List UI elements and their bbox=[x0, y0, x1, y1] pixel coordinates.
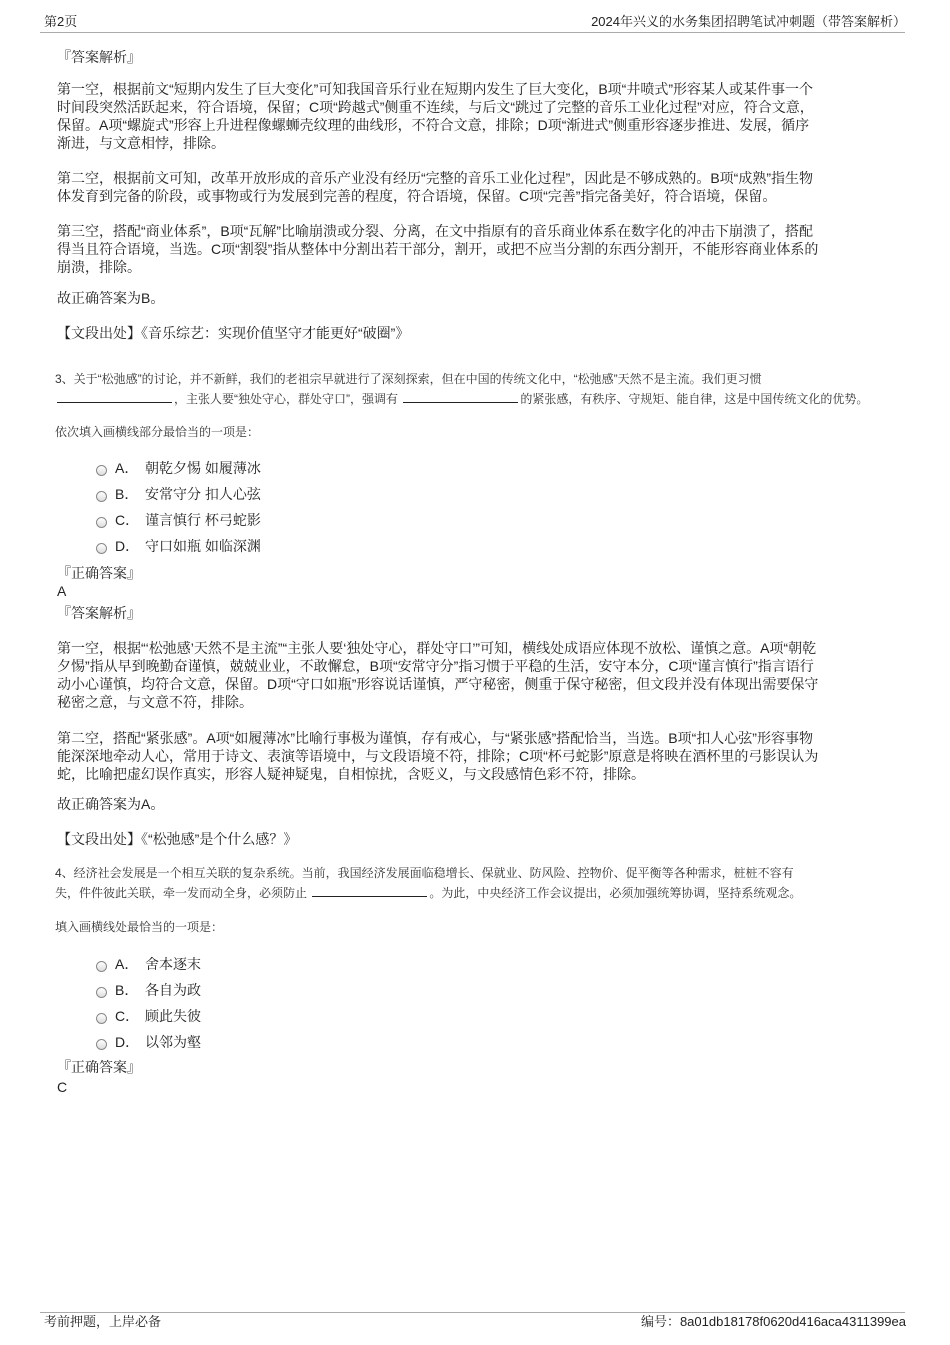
header-divider bbox=[40, 32, 905, 33]
option-b-text: 各自为政 bbox=[145, 982, 201, 998]
correct-answer-label: 『正确答案』 bbox=[57, 1059, 141, 1075]
option-a-letter: A． bbox=[115, 460, 139, 476]
option-b-text: 安常守分 扣人心弦 bbox=[145, 486, 261, 502]
option-a-text: 朝乾夕惕 如履薄冰 bbox=[145, 460, 261, 476]
option-c-radio[interactable] bbox=[96, 517, 107, 528]
question-text-segment: 失，件件彼此关联，牵一发而动全身，必须防止 bbox=[55, 886, 308, 900]
option-b-radio[interactable] bbox=[96, 987, 107, 998]
option-a-radio[interactable] bbox=[96, 465, 107, 476]
analysis-line: 能深深地牵动人心，常用于诗文、表演等语境中，与文段语境不符，排除；C项“杯弓蛇影”原意是将映在酒杯里的弓影误认为 bbox=[57, 748, 819, 764]
option-c-text: 顾此失彼 bbox=[145, 1008, 201, 1024]
analysis-line: 体发育到完备的阶段，或事物或行为发展到完善的程度，符合语境，保留。C项“完善”指完备美好，符合语境，保留。 bbox=[57, 188, 777, 204]
option-a-text: 舍本逐末 bbox=[145, 956, 201, 972]
analysis-line: 第一空，根据前文“短期内发生了巨大变化”可知我国音乐行业在短期内发生了巨大变化，B项“井喷式”形容某人或某件事一个 bbox=[57, 81, 813, 97]
correct-answer-label: 『正确答案』 bbox=[57, 565, 141, 581]
option-c-letter: C． bbox=[115, 512, 140, 528]
question-text-segment: 。为此，中央经济工作会议提出，必须加强统筹协调，坚持系统观念。 bbox=[429, 886, 802, 900]
analysis-line: 夕惕”指从早到晚勤奋谨慎，兢兢业业，不敢懈怠，B项“安常守分”指习惯于平稳的生活，安守本分，C项“谨言慎行”指言语行 bbox=[57, 658, 814, 674]
analysis-line: 渐进，与文意相悖，排除。 bbox=[57, 135, 225, 151]
option-d-letter: D． bbox=[115, 1034, 140, 1050]
analysis-line: 第二空，根据前文可知，改革开放形成的音乐产业没有经历“完整的音乐工业化过程”，因此是不够成熟的。B项“成熟”指生物 bbox=[57, 170, 813, 186]
question-text-segment: ，主张人要“独处守心，群处守口”，强调有 bbox=[174, 392, 398, 406]
question-prompt: 依次填入画横线部分最恰当的一项是： bbox=[55, 425, 260, 439]
analysis-line: 得当且符合语境，当选。C项“割裂”指从整体中分割出若干部分，割开，或把不应当分割的东西分割开，不能形容商业体系的 bbox=[57, 241, 819, 257]
analysis-line: 第一空，根据“‘松弛感’天然不是主流”“主张人要‘独处守心，群处守口’”可知，横线处成语应体现不放松、谨慎之意。A项“朝乾 bbox=[57, 640, 817, 656]
option-a-radio[interactable] bbox=[96, 961, 107, 972]
footer-serial: 编号：8a01db18178f0620d416aca4311399ea bbox=[640, 1314, 906, 1329]
option-d-radio[interactable] bbox=[96, 543, 107, 554]
analysis-line: 秘密之意，与文意不符，排除。 bbox=[57, 694, 253, 710]
footer-slogan: 考前押题，上岸必备 bbox=[44, 1314, 162, 1329]
analysis-line: 蛇，比喻把虚幻误作真实，形容人疑神疑鬼，自相惊扰，含贬义，与文段感情色彩不符，排除。 bbox=[57, 766, 645, 782]
option-b-letter: B． bbox=[115, 982, 139, 998]
option-c-letter: C． bbox=[115, 1008, 140, 1024]
footer-divider bbox=[40, 1312, 905, 1313]
analysis-line: 动小心谨慎，均符合文意，保留。D项“守口如瓶”形容说话谨慎，严守秘密，侧重于保守秘密，但文段并没有体现出需要保守 bbox=[57, 676, 819, 692]
option-d-radio[interactable] bbox=[96, 1039, 107, 1050]
correct-answer: C bbox=[57, 1079, 68, 1095]
analysis-label: 『答案解析』 bbox=[57, 605, 141, 621]
option-d-text: 守口如瓶 如临深渊 bbox=[145, 538, 261, 554]
analysis-label: 『答案解析』 bbox=[57, 49, 141, 65]
question-prompt: 填入画横线处最恰当的一项是： bbox=[55, 920, 224, 934]
option-c-text: 谨言慎行 杯弓蛇影 bbox=[145, 512, 261, 528]
option-a-letter: A． bbox=[115, 956, 139, 972]
analysis-line: 第三空，搭配“商业体系”，B项“瓦解”比喻崩溃或分裂、分离，在文中指原有的音乐商业体系在数字化的冲击下崩溃了，搭配 bbox=[57, 223, 813, 239]
answer-blank bbox=[312, 884, 427, 897]
answer-blank bbox=[57, 390, 172, 403]
analysis-line: 时间段突然活跃起来，符合语境，保留；C项“跨越式”侧重不连续，与后文“跳过了完整的音乐工业化过程”对应，符合文意， bbox=[57, 99, 814, 115]
answer-blank bbox=[403, 390, 518, 403]
option-d-text: 以邻为壑 bbox=[145, 1034, 201, 1050]
option-b-radio[interactable] bbox=[96, 491, 107, 502]
option-d-letter: D． bbox=[115, 538, 140, 554]
analysis-line: 崩溃，排除。 bbox=[57, 259, 141, 275]
question-3-text: 3、关于“松弛感”的讨论，并不新鲜，我们的老祖宗早就进行了深刻探索，但在中国的传统文化中，“松弛感”天然不是主流。我们更习惯 bbox=[55, 372, 762, 386]
source: 【文段出处】《“松弛感”是个什么感？》 bbox=[57, 831, 298, 847]
conclusion: 故正确答案为B。 bbox=[57, 290, 165, 306]
option-c-radio[interactable] bbox=[96, 1013, 107, 1024]
question-4-text: 4、经济社会发展是一个相互关联的复杂系统。当前，我国经济发展面临稳增长、保就业、防风险、控物价、促平衡等各种需求，桩桩不容有 bbox=[55, 866, 794, 880]
question-4-text bbox=[55, 884, 801, 902]
analysis-line: 第二空，搭配“紧张感”。A项“如履薄冰”比喻行事极为谨慎，存有戒心，与“紧张感”搭配恰当，当选。B项“扣人心弦”形容事物 bbox=[57, 730, 813, 746]
source: 【文段出处】《音乐综艺：实现价值坚守才能更好“破圈”》 bbox=[57, 325, 410, 341]
document-title: 2024年兴义的水务集团招聘笔试冲刺题（带答案解析） bbox=[591, 14, 906, 29]
correct-answer: A bbox=[57, 583, 67, 599]
option-b-letter: B． bbox=[115, 486, 139, 502]
page-number: 第2页 bbox=[44, 14, 78, 29]
conclusion: 故正确答案为A。 bbox=[57, 796, 165, 812]
question-3-text bbox=[55, 390, 868, 408]
question-text-segment: 的紧张感，有秩序、守规矩、能自律，这是中国传统文化的优势。 bbox=[520, 392, 869, 406]
analysis-line: 保留。A项“螺旋式”形容上升进程像螺蛳壳纹理的曲线形，不符合文意，排除；D项“渐进式”侧重形容逐步推进、发展，循序 bbox=[57, 117, 810, 133]
